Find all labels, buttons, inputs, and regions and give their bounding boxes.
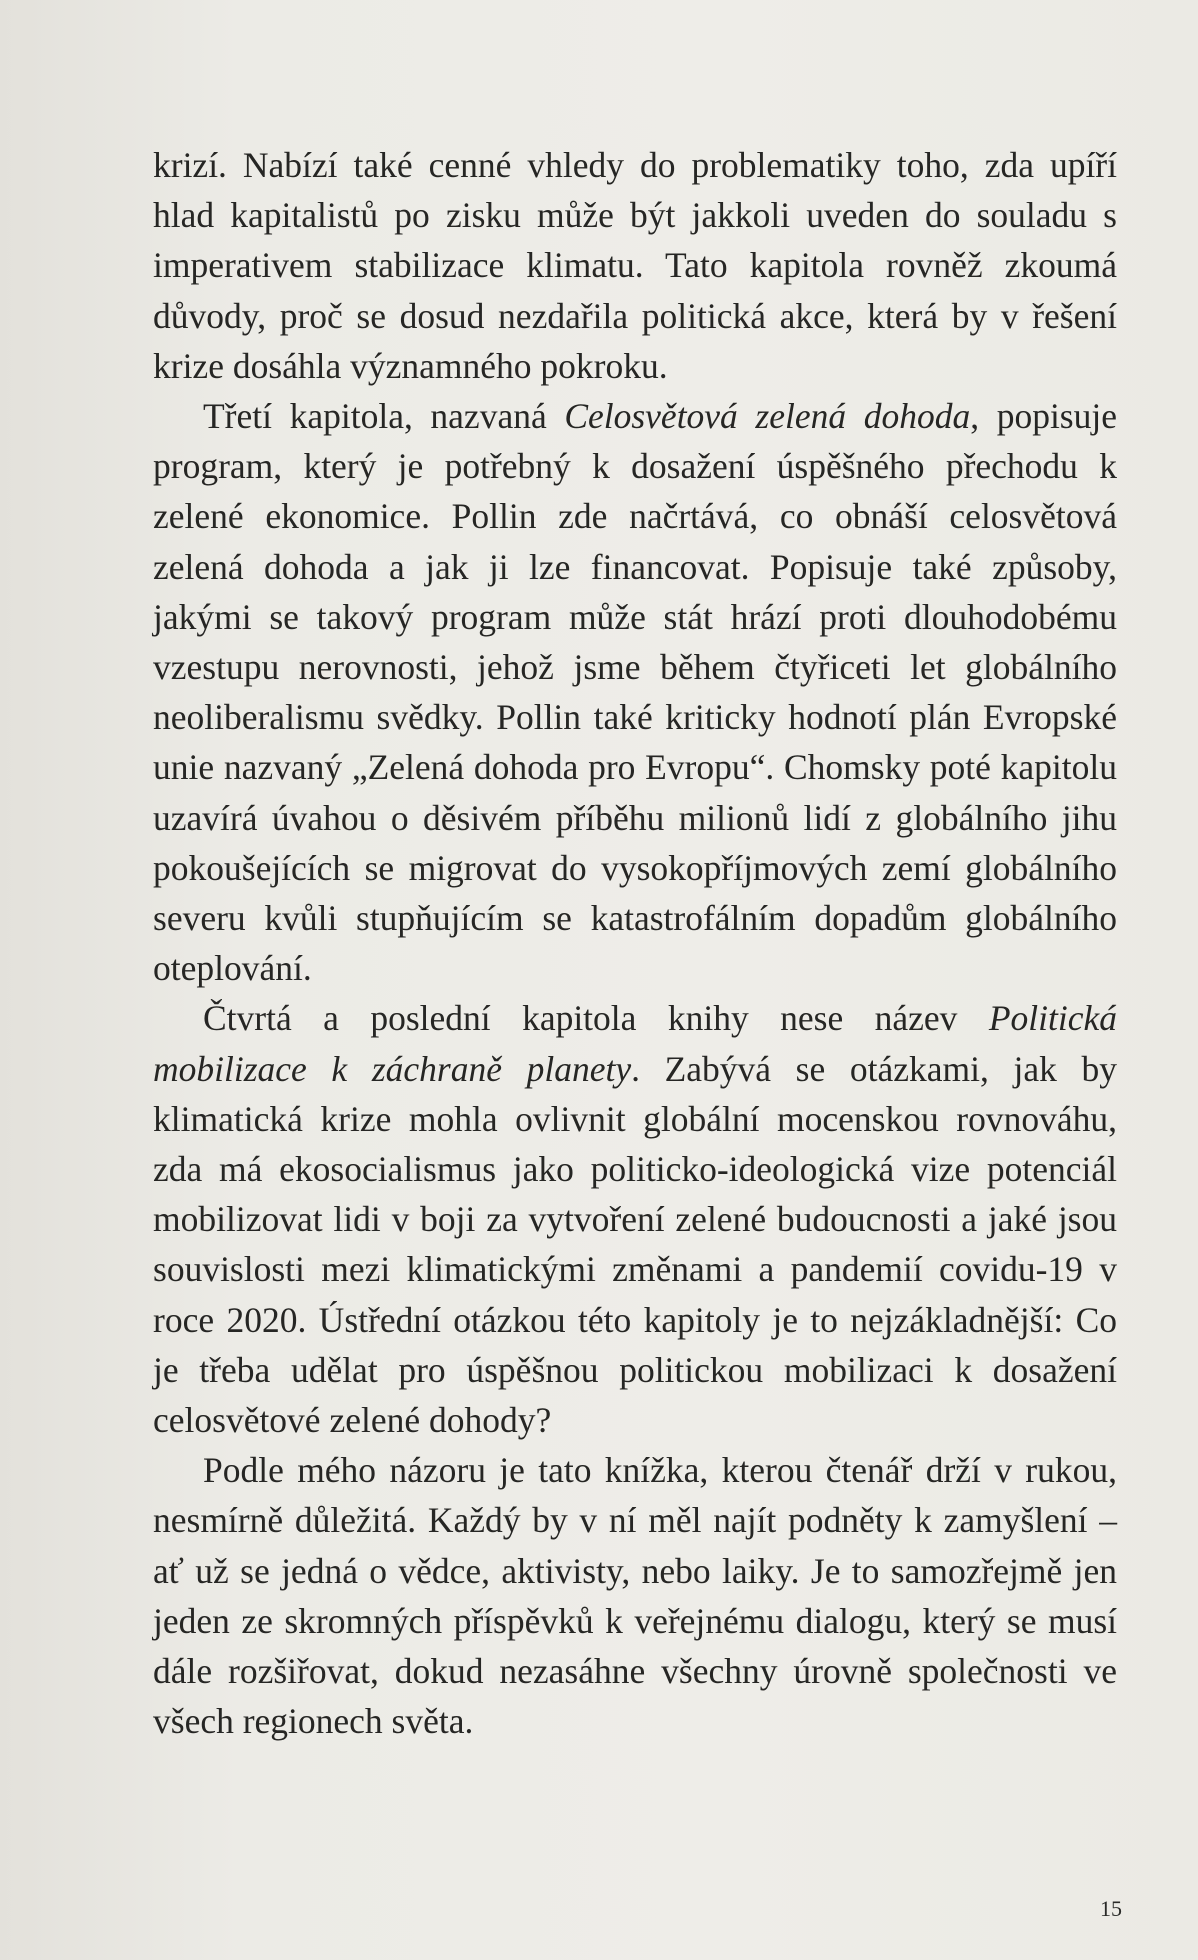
- chapter-title-italic: Politická mobilizace k záchraně planety: [153, 998, 1117, 1089]
- paragraph-2-text-b: , popisuje program, který je potřebný k dosažení úspěšného přechodu k zelené ekonomice. Pollin zde načrtává, co obnáší celosvětová zelená dohoda a jak ji lze financovat. Popisuje také způsoby, jakými se takový program může stát hrází proti dlouhodobému vzestupu nerovnosti, jehož jsme během čtyřiceti let globálního neoliberalismu svědky. Pollin také kriticky hodnotí plán Evropské unie nazvaný „Zelená dohoda pro Evropu“. Chomsky poté kapitolu uzavírá úvahou o děsivém příběhu milionů lidí z globálního jihu pokoušejících se migrovat do vysokopříjmových zemí globálního severu kvůli stupňujícím se katastrofálním dopadům globálního oteplování.: [153, 396, 1117, 989]
- paragraph-3: [153, 993, 1117, 1445]
- paragraph-3-text-a: Čtvrtá a poslední kapitola knihy nese název: [203, 998, 989, 1039]
- body-text: [153, 140, 1117, 1747]
- paragraph-4-text: Podle mého názoru je tato knížka, kterou čtenář drží v rukou, nesmírně důležitá. Každý by v ní měl najít podněty k zamyšlení – ať už se jedná o vědce, aktivisty, nebo laiky. Je to samozřejmě jen jeden ze skromných příspěvků k veřejnému dialogu, který se musí dále rozšiřovat, dokud nezasáhne všechny úrovně společnosti ve všech regionech světa.: [153, 1450, 1117, 1742]
- page-number: 15: [1100, 1896, 1122, 1921]
- chapter-title-italic: Celosvětová zelená dohoda: [564, 396, 971, 437]
- paragraph-4: [153, 1445, 1117, 1746]
- paragraph-2-text-a: Třetí kapitola, nazvaná: [203, 396, 565, 437]
- paragraph-3-text-b: . Zabývá se otázkami, jak by klimatická krize mohla ovlivnit globální mocenskou rovnováhu, zda má ekosocialismus jako politicko-ideologická vize potenciál mobilizovat lidi v boji za vytvoření zelené budoucnosti a jaké jsou souvislosti mezi klimatickými změnami a pandemií covidu-19 v roce 2020. Ústřední otázkou této kapitoly je to nejzákladnější: Co je třeba udělat pro úspěšnou politickou mobilizaci k dosažení celosvětové zelené dohody?: [153, 1048, 1117, 1441]
- paragraph-2: [153, 391, 1117, 993]
- paragraph-1: [153, 140, 1117, 391]
- paragraph-1-text: krizí. Nabízí také cenné vhledy do problematiky toho, zda upíří hlad kapitalistů po zisku může být jakkoli uveden do souladu s imperativem stabilizace klimatu. Tato kapitola rovněž zkoumá důvody, proč se dosud nezdařila politická akce, která by v řešení krize dosáhla významného pokroku.: [153, 145, 1117, 386]
